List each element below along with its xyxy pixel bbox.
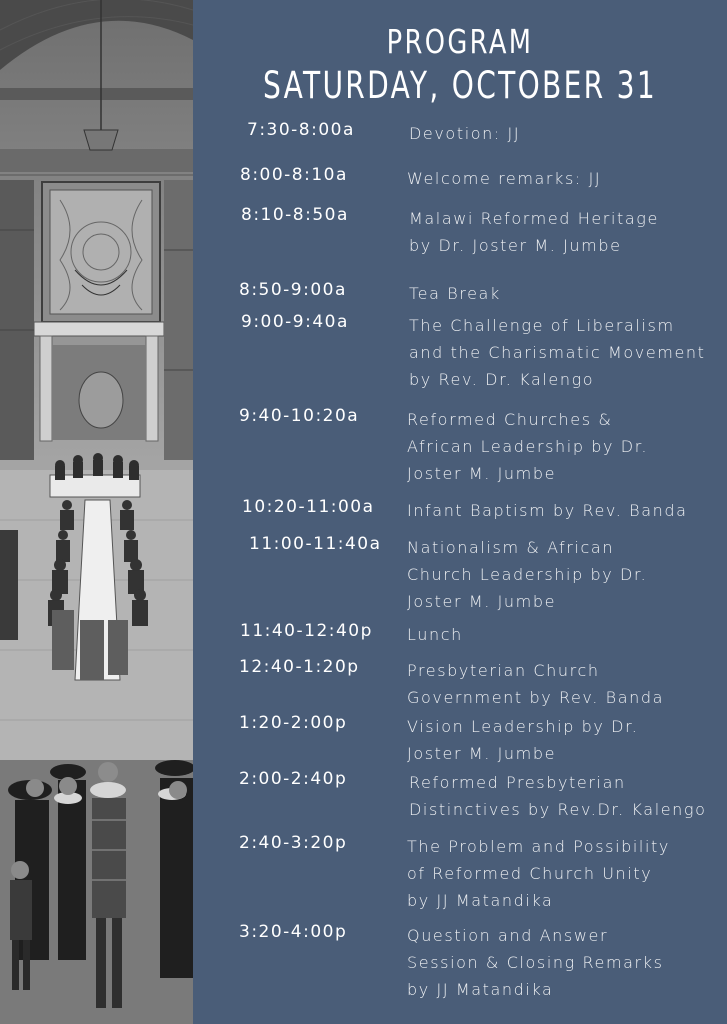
description-line: Nationalism & African [407, 538, 615, 557]
schedule-time: 10:20-11:00a [242, 497, 375, 517]
program-date: SATURDAY, OCTOBER 31 [263, 64, 657, 107]
schedule-panel [193, 0, 727, 1024]
schedule-description [409, 120, 520, 147]
description-line: by Dr. Joster M. Jumbe [409, 236, 622, 255]
schedule-time: 1:20-2:00p [239, 713, 348, 733]
schedule-description [409, 312, 706, 393]
description-line: by JJ Matandika [407, 980, 554, 999]
historical-engraving-image [0, 0, 193, 1024]
description-line: Tea Break [409, 284, 501, 303]
description-line: by JJ Matandika [407, 891, 554, 910]
program-title: PROGRAM [386, 22, 534, 61]
description-line: Joster M. Jumbe [407, 592, 557, 611]
description-line: Devotion: JJ [409, 124, 521, 143]
schedule-description [407, 497, 688, 524]
description-line: by Rev. Dr. Kalengo [409, 370, 595, 389]
description-line: Welcome remarks: JJ [407, 169, 602, 188]
schedule-time: 12:40-1:20p [239, 657, 360, 677]
description-line: Session & Closing Remarks [407, 953, 664, 972]
schedule-time: 9:00-9:40a [241, 312, 349, 332]
description-line: Joster M. Jumbe [407, 744, 557, 763]
description-line: Church Leadership by Dr. [407, 565, 648, 584]
schedule-time: 3:20-4:00p [239, 922, 348, 942]
schedule-time: 7:30-8:00a [247, 120, 355, 140]
schedule-time: 11:00-11:40a [249, 534, 382, 554]
description-line: Question and Answer [407, 926, 609, 945]
description-line: Presbyterian Church [407, 661, 600, 680]
description-line: Vision Leadership by Dr. [407, 717, 639, 736]
schedule-time: 8:50-9:00a [239, 280, 347, 300]
description-line: Infant Baptism by Rev. Banda [407, 501, 688, 520]
description-line: Reformed Churches & [407, 410, 613, 429]
schedule-description [407, 621, 463, 648]
schedule-description [407, 165, 601, 192]
schedule-description [407, 713, 639, 767]
schedule-time: 2:00-2:40p [239, 769, 348, 789]
schedule-time: 8:10-8:50a [241, 205, 349, 225]
description-line: Lunch [407, 625, 463, 644]
description-line: African Leadership by Dr. [407, 437, 649, 456]
description-line: The Problem and Possibility [407, 837, 670, 856]
schedule-description [407, 534, 647, 615]
description-line: Distinctives by Rev.Dr. Kalengo [409, 800, 707, 819]
description-line: Malawi Reformed Heritage [409, 209, 659, 228]
schedule-description [409, 769, 707, 823]
description-line: Reformed Presbyterian [409, 773, 626, 792]
description-line: The Challenge of Liberalism [409, 316, 675, 335]
schedule-time: 8:00-8:10a [240, 165, 348, 185]
schedule-time: 2:40-3:20p [239, 833, 348, 853]
schedule-description [407, 657, 664, 711]
schedule-description [409, 280, 501, 307]
schedule-description [409, 205, 659, 259]
description-line: and the Charismatic Movement [409, 343, 706, 362]
schedule-time: 9:40-10:20a [239, 406, 360, 426]
description-line: of Reformed Church Unity [407, 864, 653, 883]
schedule-time: 11:40-12:40p [240, 621, 373, 641]
schedule-description [407, 406, 648, 487]
schedule-description [407, 922, 664, 1003]
schedule-description [407, 833, 670, 914]
description-line: Joster M. Jumbe [407, 464, 557, 483]
description-line: Government by Rev. Banda [407, 688, 665, 707]
